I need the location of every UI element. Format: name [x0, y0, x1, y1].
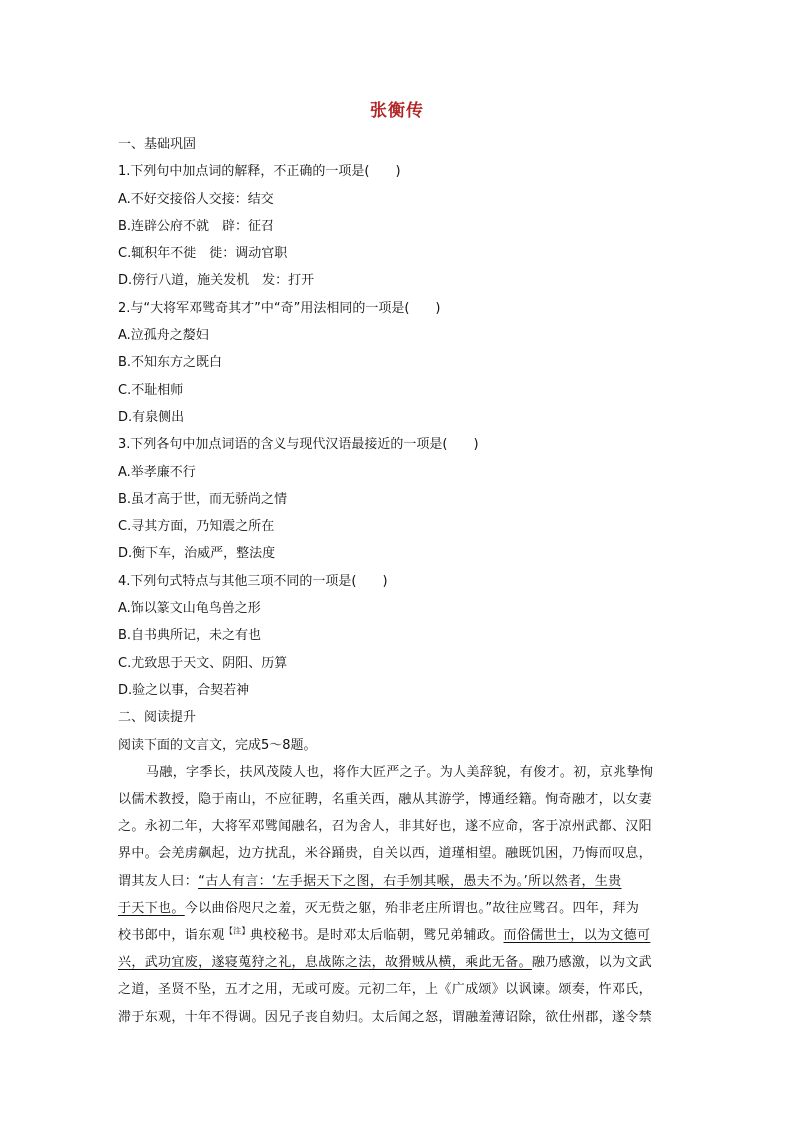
section-heading-basic: 一、基础巩固 [118, 137, 197, 152]
passage-line [118, 868, 680, 895]
passage-line [118, 895, 680, 922]
document-body [118, 131, 680, 1031]
question-2-option-c: C.不耻相师 [118, 382, 184, 398]
passage-text: 校书郎中，诣东观 [118, 927, 225, 943]
passage-line: 之道，圣贤不坠，五才之用，无或可废。元初二年，上《广成颂》以讽谏。颂奏，忤邓氏， [118, 982, 653, 998]
passage-text: 谓其友人曰： [118, 873, 199, 889]
underlined-sentence: 兴，武功宜废，遂寝蒐狩之礼，息战陈之法，故猾贼从横，乘此无备。 [118, 955, 532, 971]
question-1-option-d: D.傍行八道，施关发机 发：打开 [118, 273, 315, 289]
section-heading-reading: 二、阅读提升 [118, 710, 197, 726]
question-3-stem: 3.下列各句中加点词语的含义与现代汉语最接近的一项是( ) [118, 437, 479, 453]
passage-line: 以儒术教授，隐于南山，不应征聘，名重关西，融从其游学，博通经籍。恂奇融才，以女妻 [118, 792, 653, 808]
question-1-option-a: A.不好交接俗人交接：结交 [118, 191, 274, 207]
passage-text: 今以曲俗咫尺之羞，灭无赀之躯，殆非老庄所谓也。”故往应骘召。四年，拜为 [184, 900, 640, 916]
underlined-sentence: “古人有言：‘左手据天下之图，右手刎其喉，愚夫不为。’所以然者，生贵 [198, 873, 622, 889]
question-1-option-c: C.辄积年不徙 徙：调动官职 [118, 246, 288, 262]
question-2-option-b: B.不知东方之既白 [118, 355, 223, 371]
question-3-option-d: D.衡下车，治威严，整法度 [118, 546, 276, 562]
question-3-option-b: B.虽才高于世，而无骄尚之情 [118, 491, 288, 507]
question-4-option-a: A.饰以篆文山龟鸟兽之形 [118, 601, 261, 617]
underlined-sentence: 于天下也。 [118, 900, 185, 916]
classical-passage [118, 759, 680, 1031]
document-title: 张衡传 [370, 101, 424, 121]
question-4-option-d: D.验之以事，合契若神 [118, 682, 250, 698]
question-1-option-b: B.连辟公府不就 辟：征召 [118, 218, 275, 234]
reading-instructions: 阅读下面的文言文，完成5～8题。 [118, 737, 317, 753]
passage-line [118, 949, 680, 976]
footnote-marker: 【注】 [224, 926, 250, 936]
question-2-option-d: D.有泉侧出 [118, 409, 185, 425]
question-3-option-c: C.寻其方面，乃知震之所在 [118, 519, 275, 535]
question-1-stem: 1.下列句中加点词的解释，不正确的一项是( ) [118, 164, 401, 180]
passage-line: 滞于东观，十年不得调。因兄子丧自劾归。太后闻之怒，谓融羞薄诏除，欲仕州郡，遂令禁 [118, 1009, 653, 1025]
passage-line [118, 922, 680, 949]
question-4-option-b: B.自书典所记，未之有也 [118, 628, 262, 644]
passage-line: 马融，字季长，扶风茂陵人也，将作大匠严之子。为人美辞貌，有俊才。初，京兆挚恂 [146, 764, 654, 780]
passage-line: 界中。会羌虏飙起，边方扰乱，米谷踊贵，自关以西，道瑾相望。融既饥困，乃悔而叹息， [118, 846, 653, 862]
question-2-stem: 2.与“大将军邓骘奇其才”中“奇”用法相同的一项是( ) [118, 300, 441, 316]
question-3-option-a: A.举孝廉不行 [118, 464, 196, 480]
question-4-stem: 4.下列句式特点与其他三项不同的一项是( ) [118, 573, 388, 589]
passage-text: 融乃感激，以为文武 [531, 955, 653, 971]
question-4-option-c: C.尤致思于天文、阴阳、历算 [118, 655, 288, 671]
underlined-sentence: 而俗儒世士，以为文德可 [503, 927, 651, 943]
question-2-option-a: A.泣孤舟之嫠妇 [118, 328, 209, 344]
passage-line: 之。永初二年，大将军邓骘闻融名，召为舍人，非其好也，遂不应命，客于凉州武都、汉阳 [118, 819, 653, 835]
passage-text: 典校秘书。是时邓太后临朝，骘兄弟辅政。 [249, 927, 504, 943]
